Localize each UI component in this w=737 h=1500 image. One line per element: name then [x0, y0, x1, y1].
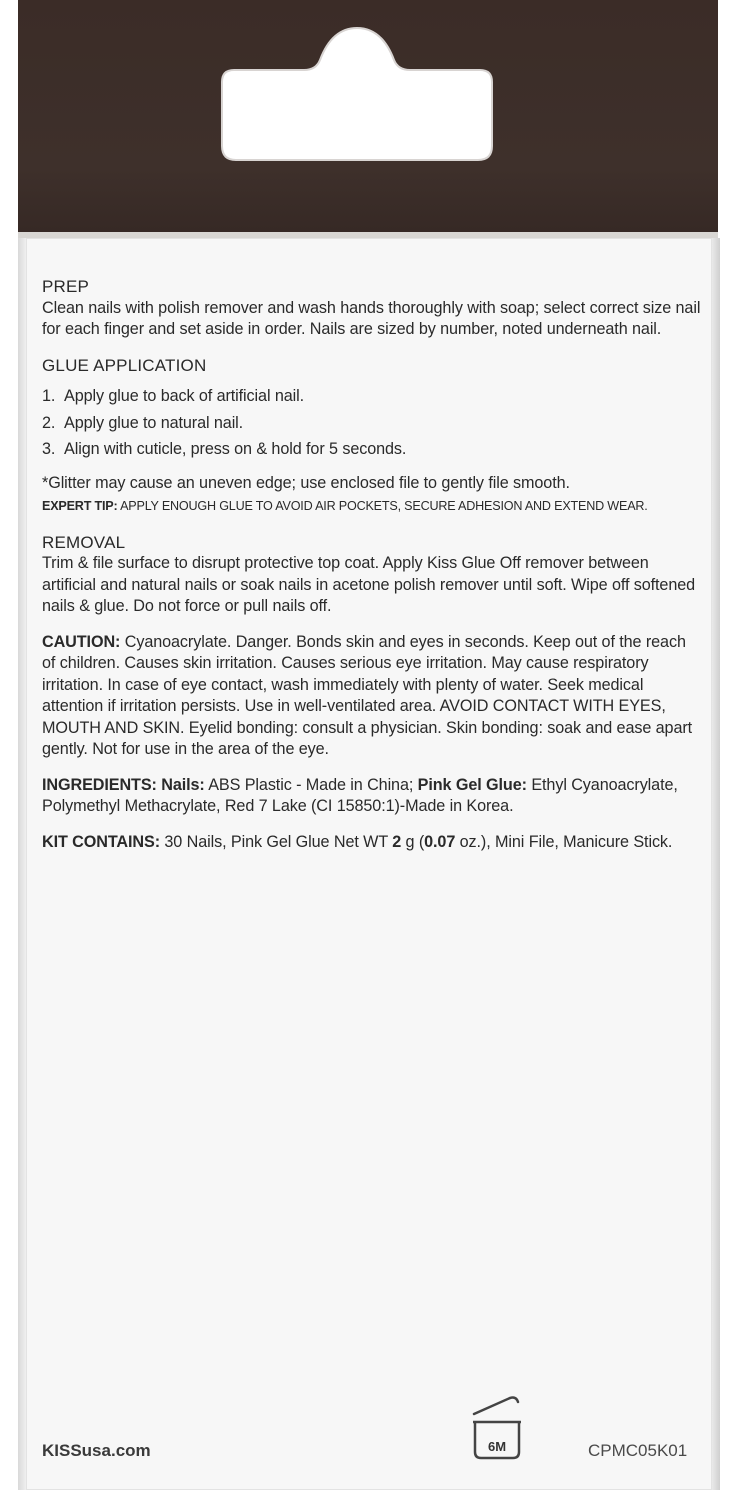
ingredients-label: INGREDIENTS: — [42, 775, 157, 794]
ingredients-section — [42, 775, 702, 818]
caution-text: Cyanoacrylate. Danger. Bonds skin and eyes in seconds. Keep out of the reach of children. Causes skin irritation. Causes serious eye irritation. May cause respiratory irritation. In case of eye contact, wash immediately with plenty of water. Seek medical attention if irritation persists. Use in well-ventilated area. AVOID CONTACT WITH EYES, MOUTH AND SKIN. Eyelid bonding: consult a physician. Skin bonding: soak and ease apart gently. Not for use in the area of the eye. — [42, 632, 693, 758]
box-left-edge — [18, 238, 26, 1490]
glue-steps-list — [42, 386, 702, 461]
product-code: CPMC05K01 — [588, 1441, 688, 1460]
expert-tip-label: EXPERT TIP: — [42, 499, 118, 513]
expert-tip-text: APPLY ENOUGH GLUE TO AVOID AIR POCKETS, SECURE ADHESION AND EXTEND WEAR. — [120, 499, 648, 513]
step-number: 2. — [42, 413, 56, 432]
expert-tip — [42, 496, 702, 518]
ingredients-nails-label: Nails: — [161, 775, 205, 794]
kit-contents-section — [42, 832, 702, 854]
removal-section — [42, 532, 702, 618]
kit-weight-g: 2 — [392, 832, 402, 851]
glue-step — [42, 413, 702, 435]
kit-label: KIT CONTAINS: — [42, 832, 160, 851]
step-number: 1. — [42, 387, 56, 405]
caution-label: CAUTION: — [42, 632, 121, 651]
step-number: 3. — [42, 440, 56, 458]
ingredients-glue-text: Ethyl Cyanoacrylate, Polymethyl Methacrylate, Red 7 Lake (CI 15850:1)-Made in Korea. — [42, 775, 678, 815]
kit-text-b: g ( — [405, 832, 425, 851]
glue-step — [42, 386, 702, 408]
prep-text: Clean nails with polish remover and wash hands thoroughly with soap; select correct size nail for each finger and set aside in order. Nails are sized by number, noted underneath nail. — [42, 298, 701, 338]
kit-text-a: 30 Nails, Pink Gel Glue Net WT — [164, 832, 388, 851]
glue-application-section — [42, 355, 702, 518]
step-text: Apply glue to natural nail. — [64, 413, 244, 432]
removal-text: Trim & file surface to disrupt protective top coat. Apply Kiss Glue Off remover between artificial and natural nails or soak nails in acetone polish remover until soft. Wipe off softened nails & glue. Do not force or pull nails off. — [42, 554, 696, 615]
glue-application-heading: GLUE APPLICATION — [42, 355, 207, 375]
kit-text-c: oz.), Mini File, Manicure Stick. — [459, 832, 673, 851]
box-right-edge — [712, 238, 720, 1490]
hang-tab-hole — [204, 20, 510, 170]
ingredients-glue-label: Pink Gel Glue: — [417, 775, 527, 794]
prep-heading: PREP — [42, 277, 90, 296]
pao-label: 6M — [487, 1439, 507, 1454]
ingredients-nails-text: ABS Plastic - Made in China; — [208, 775, 414, 794]
website-url: KISSusa.com — [42, 1441, 151, 1460]
step-text: Apply glue to back of artificial nail. — [64, 387, 305, 405]
removal-heading: REMOVAL — [42, 532, 126, 552]
caution-section — [42, 632, 702, 761]
step-text: Align with cuticle, press on & hold for 5 seconds. — [64, 440, 407, 458]
glitter-note: *Glitter may cause an uneven edge; use enclosed file to gently file smooth. — [42, 473, 570, 492]
prep-section — [42, 276, 702, 341]
glue-step — [42, 439, 702, 461]
kit-weight-oz: 0.07 — [424, 832, 456, 851]
instructions-content — [42, 276, 702, 853]
